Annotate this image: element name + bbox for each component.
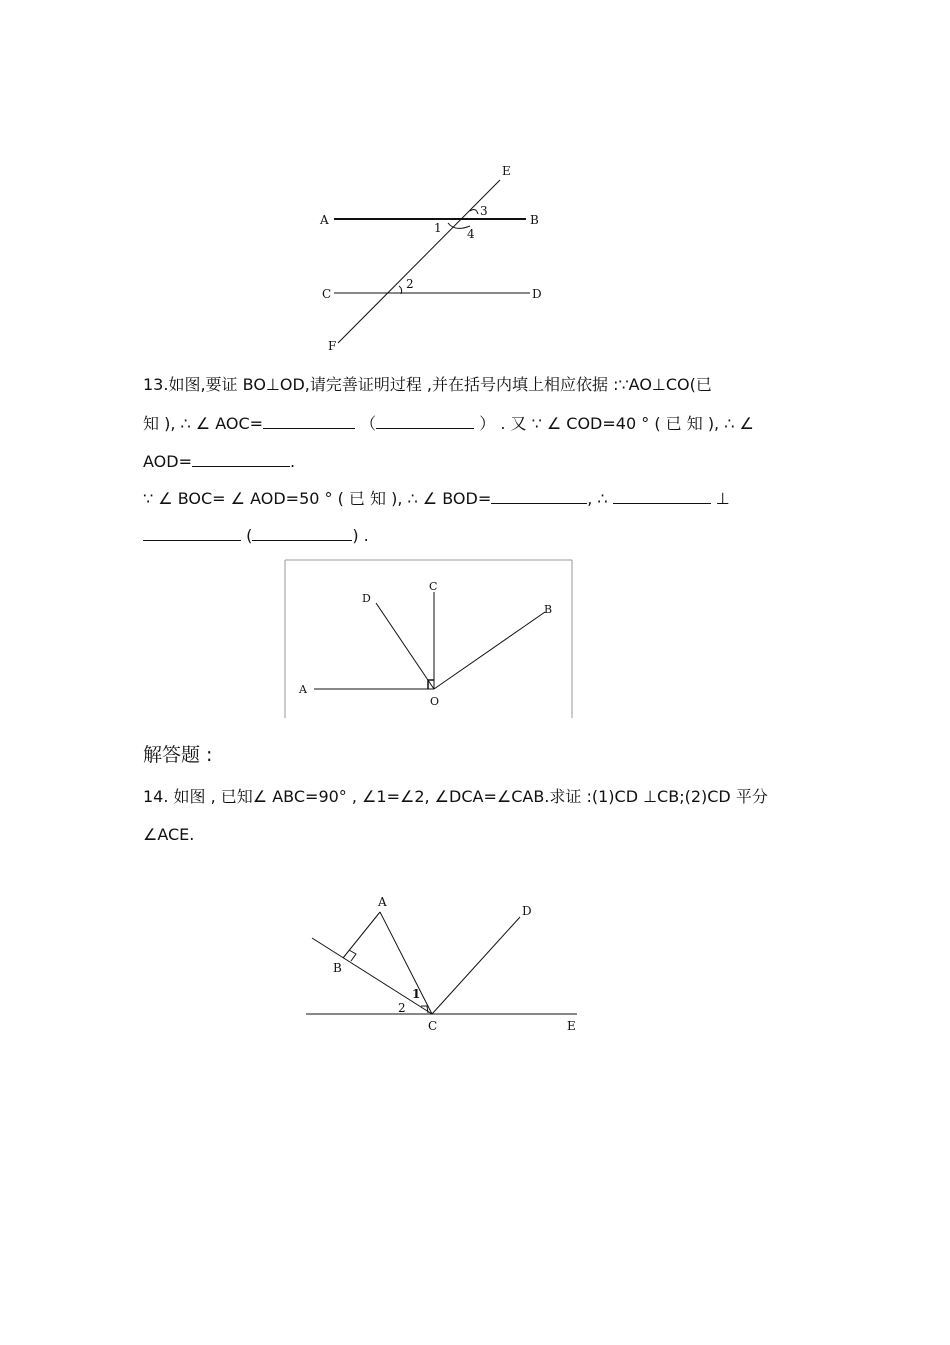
label-fig3-d: D (522, 904, 532, 918)
angle-mark-3 (470, 210, 478, 214)
section-title: 解答题 : (143, 744, 213, 766)
q13-line3-part1: AOD= (143, 452, 192, 471)
label-fig3-angle-2: 2 (398, 1001, 406, 1015)
label-fig2-d: D (362, 592, 371, 605)
ray-ob (434, 612, 545, 689)
label-angle-4: 4 (467, 227, 475, 241)
label-fig2-o: O (430, 695, 440, 708)
label-fig3-a: A (378, 895, 387, 909)
label-c: C (322, 287, 332, 301)
label-e: E (502, 164, 511, 178)
blank-aod[interactable] (192, 452, 290, 467)
label-fig3-c: C (428, 1019, 438, 1033)
label-b: B (530, 213, 539, 227)
ray-od (376, 603, 434, 689)
q13-line4-part3: ⊥ (710, 489, 730, 508)
line-bc-extended (312, 938, 432, 1014)
q13-line4-part2: , ∴ (587, 489, 613, 508)
q13-line2-part1: 知 ), ∴ ∠ AOC= (143, 414, 264, 433)
q14-line-2: ∠ACE. (143, 825, 195, 844)
q13-line5-part1: ( (246, 526, 253, 545)
blank-perp-reason[interactable] (252, 526, 352, 541)
label-d: D (532, 287, 542, 301)
q13-line-1: 13.如图,要证 BO⊥OD,请完善证明过程 ,并在括号内填上相应依据 :∵AO⊥CO(已 (143, 375, 712, 394)
q13-line-2 (143, 414, 754, 434)
blank-bod[interactable] (491, 489, 587, 504)
q13-line2-part3: ） . 又 ∵ ∠ COD=40 ° ( 已 知 ), ∴ ∠ (479, 414, 754, 433)
q13-line2-part2: （ (360, 414, 377, 433)
label-angle-3: 3 (480, 204, 488, 218)
label-fig3-b: B (333, 961, 342, 975)
right-angle-b (349, 950, 356, 961)
line-ac (380, 912, 432, 1014)
label-angle-2: 2 (406, 277, 414, 291)
blank-aoc[interactable] (263, 414, 355, 429)
label-fig2-c: C (429, 580, 438, 593)
q13-line4-part1: ∵ ∠ BOC= ∠ AOD=50 ° ( 已 知 ), ∴ ∠ BOD= (143, 489, 492, 508)
label-fig3-angle-1: 1 (412, 987, 421, 1001)
q13-line-4 (143, 489, 730, 509)
label-fig2-b: B (544, 603, 553, 616)
line-ab-seg (343, 912, 380, 958)
label-a: A (320, 213, 329, 227)
q14-line-1: 14. 如图 , 已知∠ ABC=90° , ∠1=∠2, ∠DCA=∠CAB.求证 :(1)CD ⊥CB;(2)CD 平分 (143, 787, 768, 806)
label-fig2-a: A (299, 683, 307, 696)
blank-aoc-reason[interactable] (376, 414, 474, 429)
figure3 (306, 912, 577, 1014)
q13-line3-part2: . (289, 452, 296, 471)
q13-line5-part2: ) . (352, 526, 369, 545)
blank-perp-first[interactable] (613, 489, 711, 504)
line-cd-seg (432, 917, 520, 1014)
label-f: F (328, 339, 337, 353)
figure1-lines (334, 180, 530, 343)
label-angle-1: 1 (434, 221, 442, 235)
q13-line-5 (143, 526, 369, 546)
blank-perp-second[interactable] (143, 526, 241, 541)
transversal-ef (338, 180, 500, 343)
q13-line-3 (143, 452, 295, 472)
label-fig3-e: E (567, 1019, 576, 1033)
